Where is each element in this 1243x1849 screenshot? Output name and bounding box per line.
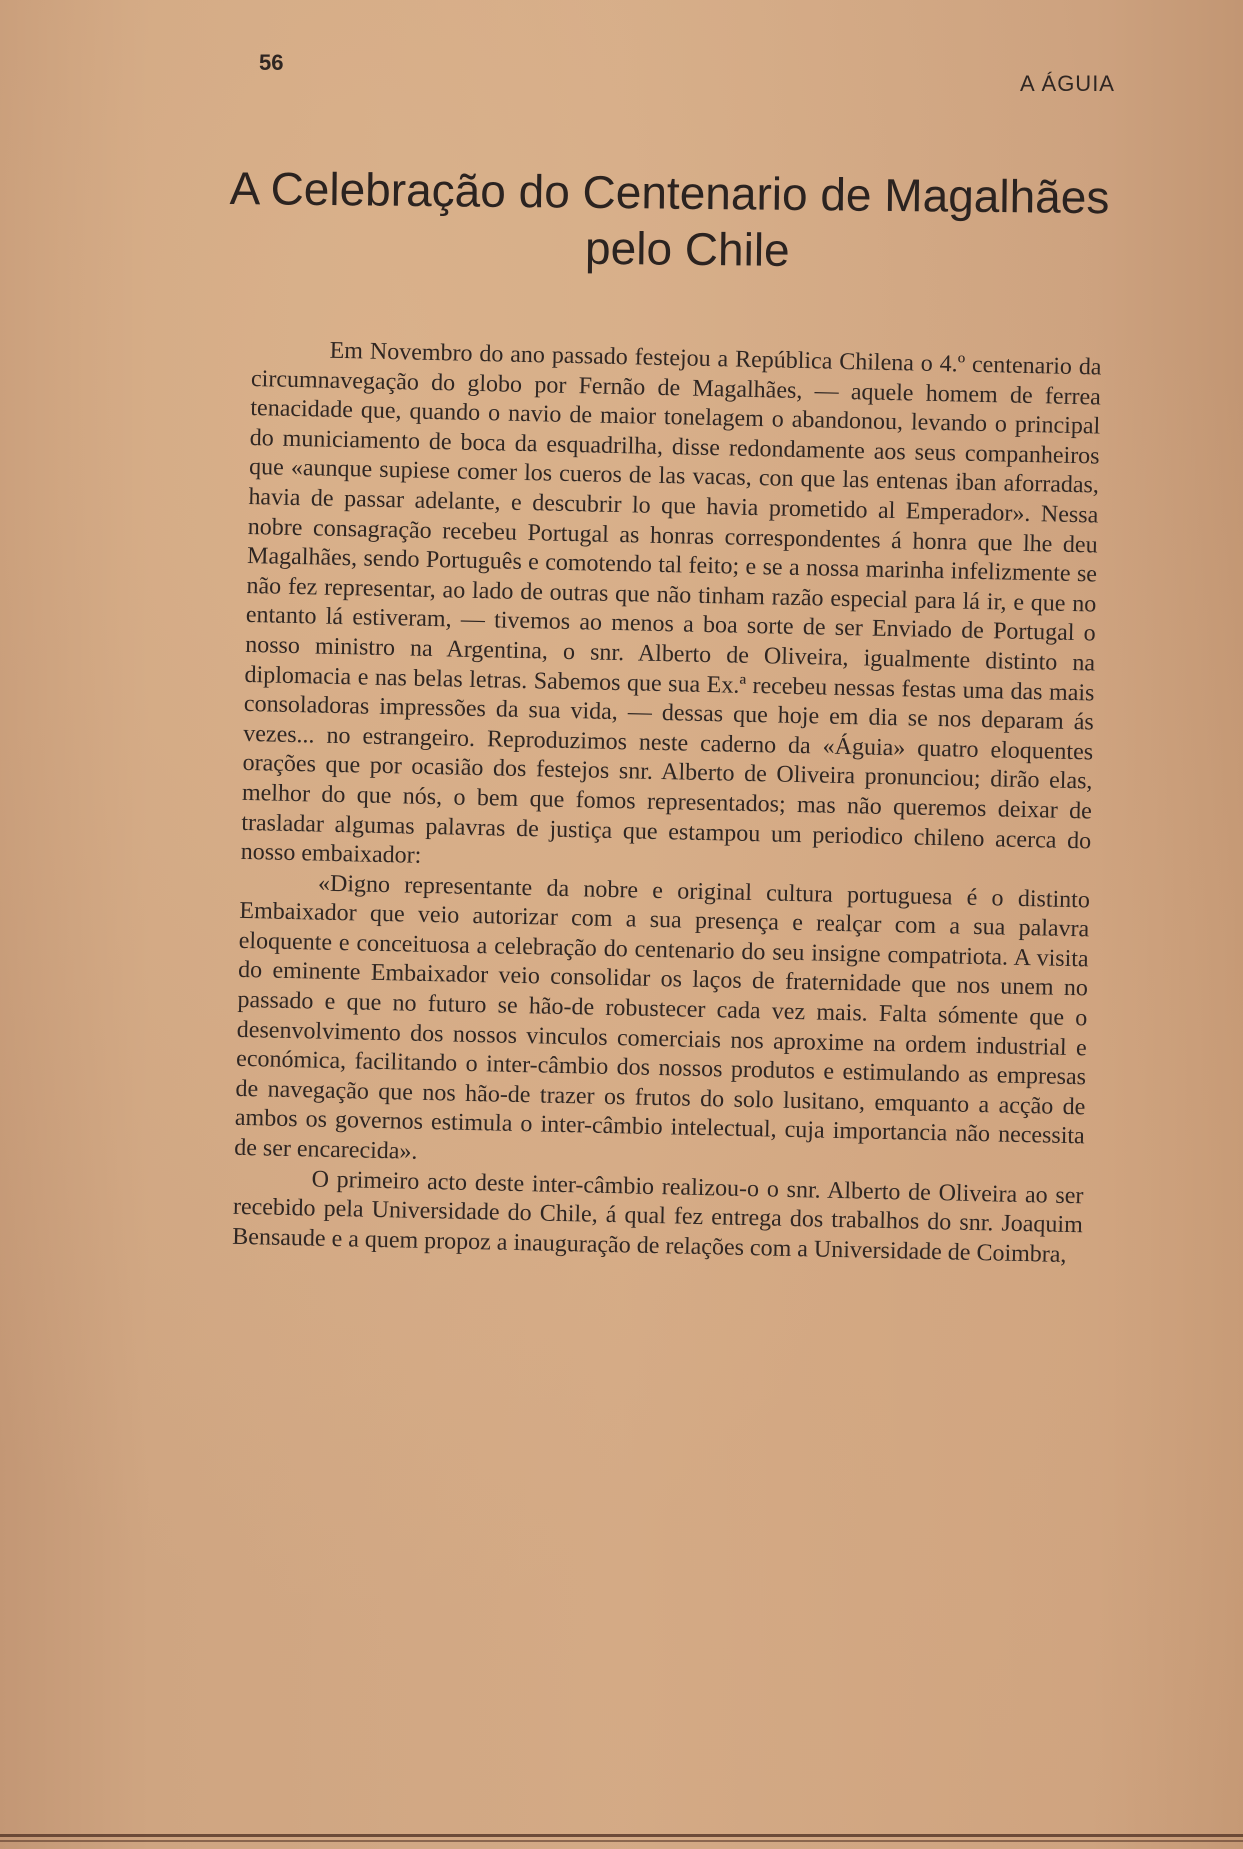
bottom-edge-line — [0, 1834, 1243, 1837]
running-head: A ÁGUIA — [1019, 71, 1115, 96]
article-title-line-1: A Celebração do Centenario de Magalhães — [229, 161, 1110, 224]
page-number: 56 — [259, 50, 284, 75]
article-body — [232, 335, 1102, 1271]
article-title — [229, 160, 1130, 281]
paragraph-2: «Digno representante da nobre e original cultura portuguesa é o distinto Embaixador que veio autorizar com a sua presença e realçar com a sua palavra eloquente e conceituosa a celebração do centenario do seu insigne compatriota. A visita do eminente Embaixador veio consolidar os laços de fraternidade que nos unem no passado e que no futuro se hão-de robustecer cada vez mais. Falta sómente que o desenvolvimento dos nossos vinculos comerciais nos aproxime na ordem industrial e económica, facilitando o inter-câmbio dos nossos produtos e estimulando as empresas de navegação que nos hão-de trazer os frutos do solo lusitano, emquanto a acção de ambos os governos estimula o inter-câmbio intelectual, cuja importancia não necessita de ser encarecida». — [233, 870, 1091, 1165]
article-title-line-2: pelo Chile — [584, 221, 790, 276]
paragraph-1: Em Novembro do ano passado festejou a República Chilena o 4.º centenario da circumnavegação do globo por Fernão de Magalhães, — aquele homem de ferrea tenacidade que, quando o navio de maior tonelagem o abandonou, levando o principal do municiamento de boca da esquadrilha, disse redondamente aos seus companheiros que «aunque supiese comer los cueros de las vacas, con que las entenas iban aforradas, havia de passar adelante, e descubrir lo que havia prometido al Emperador». Nessa nobre consagração recebeu Portugal as honras correspondentes á honra que lhe deu Magalhães, sendo Português e comotendo tal feito; e se a nossa marinha infelizmente se não fez representar, ao lado de outras que não tinham razão especial para lá ir, e que no entanto lá estiveram, — tivemos ao menos a boa sorte de ser Enviado de Portugal o nosso ministro na Argentina, o snr. Alberto de Oliveira, igualmente distinto na diplomacia e nas belas letras. Sabemos que sua Ex.ª recebeu nessas festas uma das mais consoladoras impressões da sua vida, — dessas que hoje em dia se nos deparam ás vezes... no estrangeiro. Reproduzimos neste caderno da «Águia» quatro eloquentes orações que por ocasião dos festejos snr. Alberto de Oliveira pronunciou; dirão elas, melhor do que nós, o bem que fomos representados; mas não queremos deixar de trasladar algumas palavras de justiça que estampou um periodico chileno acerca do nosso embaixador: — [240, 337, 1102, 869]
page-header — [0, 0, 1243, 110]
paragraph-3: O primeiro acto deste inter-câmbio realizou-o o snr. Alberto de Oliveira ao ser recebido pela Universidade do Chile, á qual fez entrega dos trabalhos do snr. Joaquim Bensaude e a quem propoz a inauguração de relações com a Universidade de Coimbra, — [232, 1166, 1084, 1268]
bottom-edge-line-secondary — [0, 1840, 1243, 1842]
